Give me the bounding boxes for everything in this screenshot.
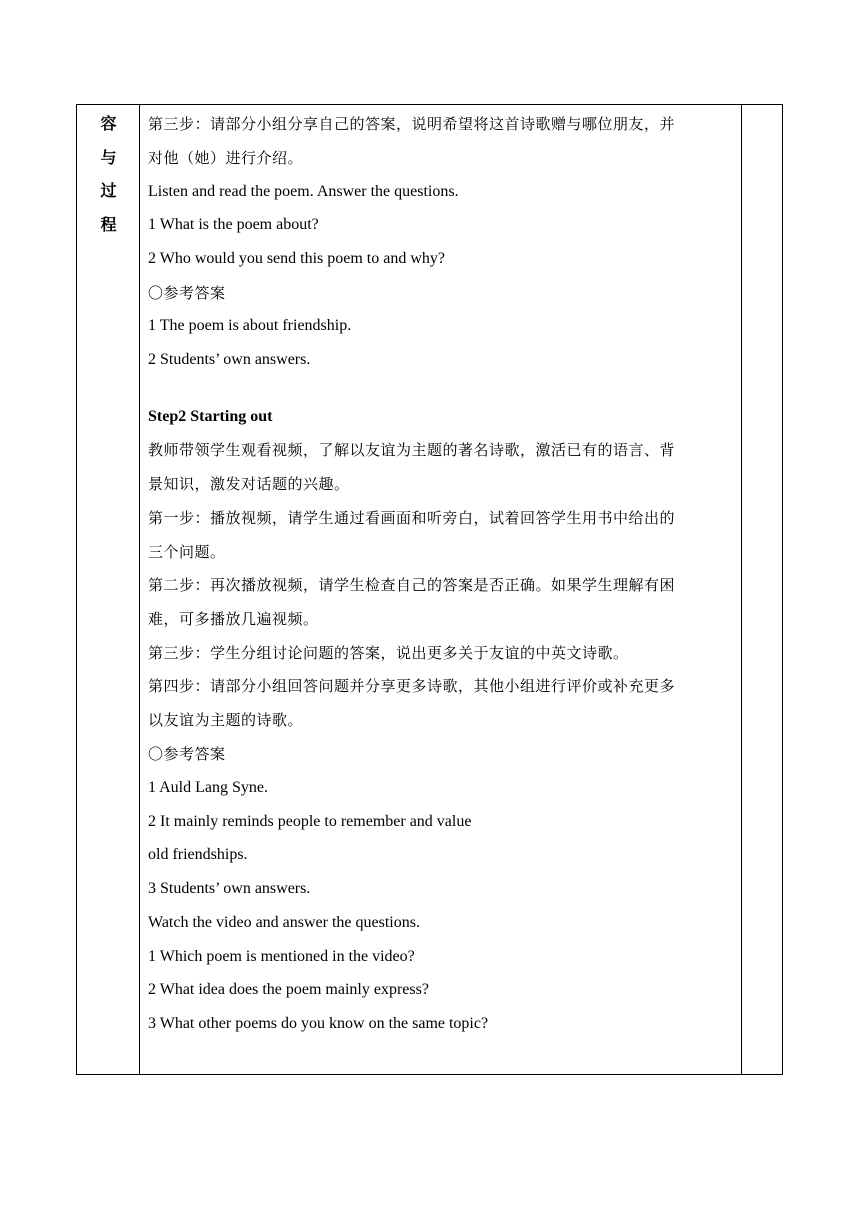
step3-share-line1: 第三步：请部分小组分享自己的答案，说明希望将这首诗歌赠与哪位朋友，并: [148, 115, 676, 133]
section-label-column: [77, 105, 140, 1074]
answer-3: 3 Students’ own answers.: [148, 880, 311, 897]
reference-answer-heading: 〇参考答案: [148, 745, 226, 763]
question-1: 1 What is the poem about?: [148, 216, 319, 233]
step2-sub3: 第三步：学生分组讨论问题的答案，说出更多关于友谊的中英文诗歌。: [148, 644, 629, 662]
step2-sub2-line1: 第二步：再次播放视频，请学生检查自己的答案是否正确。如果学生理解有困: [148, 576, 676, 594]
reference-answer-heading: 〇参考答案: [148, 284, 226, 302]
answer-2: 2 Students’ own answers.: [148, 351, 311, 368]
section-label-char: 与: [100, 147, 117, 167]
step2-heading: Step2 Starting out: [148, 408, 273, 425]
section-label: [77, 113, 140, 248]
step3-share-line2: 对他（她）进行介绍。: [148, 149, 304, 167]
listen-read-instruction: Listen and read the poem. Answer the questions.: [148, 183, 459, 200]
step2-intro-line2: 景知识，激发对话题的兴趣。: [148, 475, 350, 493]
step2-sub4-line1: 第四步：请部分小组回答问题并分享更多诗歌，其他小组进行评价或补充更多: [148, 677, 676, 695]
video-question-3: 3 What other poems do you know on the same topic?: [148, 1015, 489, 1032]
step2-sub1-line2: 三个问题。: [148, 543, 226, 561]
document-table: [76, 104, 783, 1075]
notes-column: [741, 105, 782, 1074]
section-label-char: 过: [100, 181, 117, 201]
answer-2-line2: old friendships.: [148, 846, 248, 863]
section-label-char: 程: [100, 215, 117, 235]
step2-sub4-line2: 以友谊为主题的诗歌。: [148, 711, 304, 729]
video-question-2: 2 What idea does the poem mainly express?: [148, 981, 429, 998]
step2-sub1-line1: 第一步：播放视频，请学生通过看画面和听旁白，试着回答学生用书中给出的: [148, 509, 676, 527]
section-label-char: 容: [100, 114, 117, 133]
question-2: 2 Who would you send this poem to and why?: [148, 250, 446, 267]
answer-2-line1: 2 It mainly reminds people to remember and value: [148, 813, 472, 830]
lesson-content-column: [140, 105, 743, 1074]
step2-intro-line1: 教师带领学生观看视频，了解以友谊为主题的著名诗歌，激活已有的语言、背: [148, 441, 676, 459]
step2-sub2-line2: 难，可多播放几遍视频。: [148, 610, 319, 628]
answer-1: 1 Auld Lang Syne.: [148, 779, 268, 796]
video-question-1: 1 Which poem is mentioned in the video?: [148, 948, 415, 965]
video-instruction: Watch the video and answer the questions.: [148, 914, 420, 931]
answer-1: 1 The poem is about friendship.: [148, 317, 352, 334]
